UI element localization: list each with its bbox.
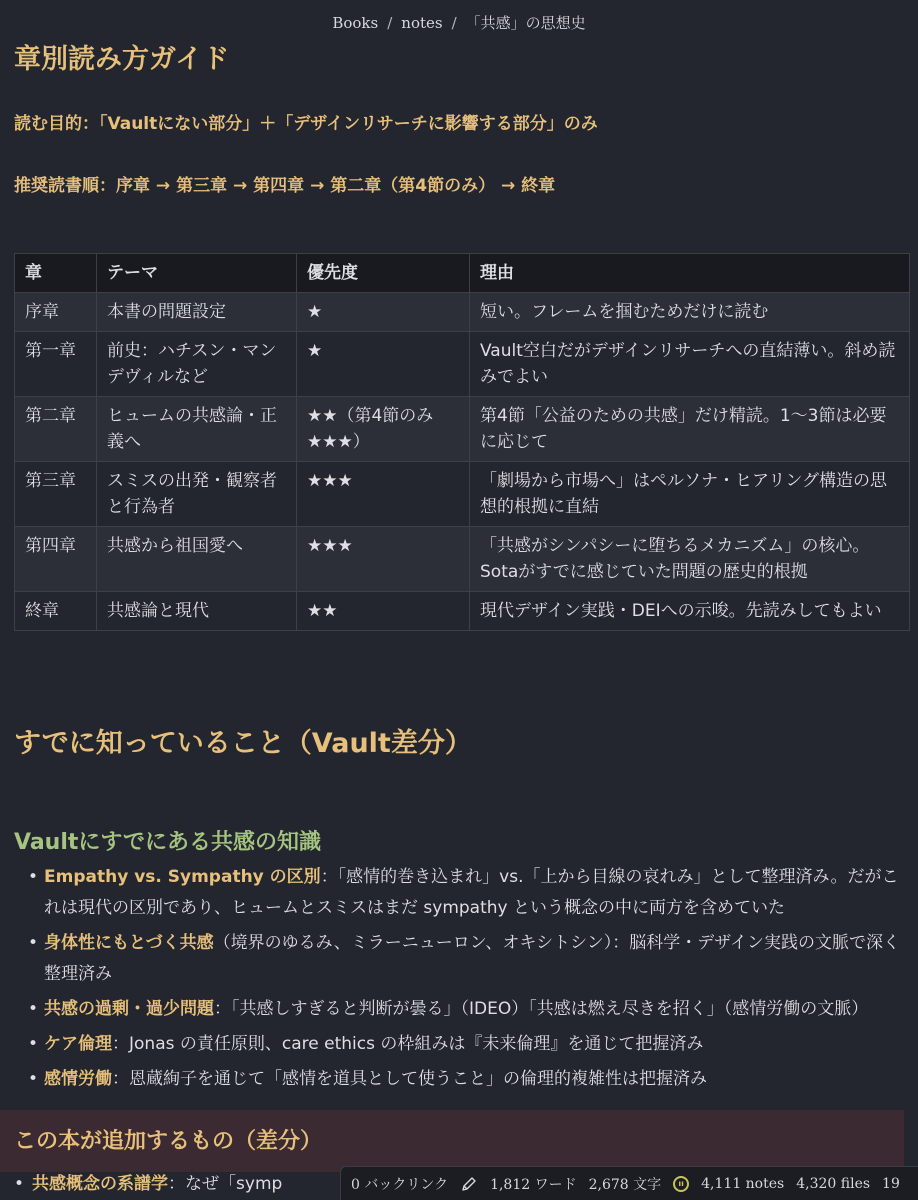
table-header-cell: 優先度 bbox=[297, 254, 470, 293]
table-header-cell: テーマ bbox=[97, 254, 297, 293]
breadcrumb bbox=[0, 12, 918, 33]
edit-pencil-icon[interactable] bbox=[460, 1175, 478, 1193]
table-row bbox=[15, 332, 910, 397]
status-trailing: 19 bbox=[882, 1175, 900, 1192]
word-count: 1,812 ワード bbox=[490, 1176, 577, 1193]
table-cell: 序章 bbox=[15, 293, 97, 332]
table-cell: ★★★ bbox=[297, 527, 470, 592]
section-heading: すでに知っていること（Vault差分） bbox=[14, 728, 472, 759]
table-row bbox=[15, 592, 910, 631]
list-item bbox=[14, 994, 910, 1025]
table-cell: スミスの出発・観察者と行為者 bbox=[97, 462, 297, 527]
table-cell: ヒュームの共感論・正義へ bbox=[97, 397, 297, 462]
diff-heading-text: この本が追加するもの（差分） bbox=[14, 1129, 323, 1154]
list-item-term: 身体性にもとづく共感 bbox=[44, 933, 214, 953]
list-item-text: ：「感情的巻き込まれ」vs.「上から目線の哀れみ」として整理済み。だがこれは現代の区別であり、ヒュームとスミスはまだ sympathy という概念の中に両方を含めていた bbox=[44, 867, 899, 918]
table-cell: 現代デザイン実践・DEIへの示唆。先読みしてもよい bbox=[470, 592, 910, 631]
note-content bbox=[14, 40, 910, 1089]
table-cell: ★★ bbox=[297, 592, 470, 631]
list-item-term: 感情労働 bbox=[44, 1069, 112, 1089]
table-header-cell: 理由 bbox=[470, 254, 910, 293]
table-cell: 第4節「公益のための共感」だけ精読。1〜3節は必要に応じて bbox=[470, 397, 910, 462]
char-count: 2,678 文字 bbox=[588, 1176, 662, 1193]
table-cell: ★★★ bbox=[297, 462, 470, 527]
breadcrumb-separator: / bbox=[387, 14, 393, 32]
table-cell: 共感論と現代 bbox=[97, 592, 297, 631]
list-item-text: ：Jonas の責任原則、care ethics の枠組みは『未来倫理』を通じて把握済み bbox=[112, 1034, 704, 1054]
table-row bbox=[15, 293, 910, 332]
table-cell: 第二章 bbox=[15, 397, 97, 462]
table-cell: ★ bbox=[297, 293, 470, 332]
list-item bbox=[14, 1029, 910, 1060]
list-item bbox=[14, 1064, 910, 1095]
table-cell: 第三章 bbox=[15, 462, 97, 527]
list-item bbox=[14, 862, 910, 924]
known-list bbox=[14, 862, 910, 1099]
table-cell: 本書の問題設定 bbox=[97, 293, 297, 332]
list-item-text: ：「共感しすぎると判断が曇る」（IDEO）「共感は燃え尽きを招く」（感情労働の文脈） bbox=[214, 999, 869, 1019]
table-cell: 短い。フレームを掴むためだけに読む bbox=[470, 293, 910, 332]
breadcrumb-separator: / bbox=[451, 14, 457, 32]
page-title: 章別読み方ガイド bbox=[14, 44, 230, 75]
table-cell: ★ bbox=[297, 332, 470, 397]
table-cell: 前史：ハチスン・マンデヴィルなど bbox=[97, 332, 297, 397]
sync-status-icon[interactable]: ıı bbox=[673, 1176, 689, 1192]
table-cell: 「共感がシンパシーに堕ちるメカニズム」の核心。Sotaがすでに感じていた問題の歴史的根拠 bbox=[470, 527, 910, 592]
notes-count: 4,111 notes bbox=[701, 1175, 785, 1192]
table-row bbox=[15, 527, 910, 592]
reading-purpose: 読む目的：「Vaultにない部分」＋「デザインリサーチに影響する部分」のみ bbox=[14, 114, 598, 134]
list-item bbox=[14, 928, 910, 990]
list-item-term: 共感の過剰・過少問題 bbox=[44, 999, 214, 1019]
table-cell: ★★（第4節のみ★★★） bbox=[297, 397, 470, 462]
list-item-term: ケア倫理 bbox=[44, 1034, 112, 1054]
list-item-text: （境界のゆるみ、ミラーニューロン、オキシトシン）：脳科学・デザイン実践の文脈で深く整理済み bbox=[44, 933, 901, 984]
breadcrumb-item-books[interactable]: Books bbox=[332, 14, 379, 32]
reading-order: 推奨読書順：序章 → 第三章 → 第四章 → 第二章（第4節のみ） → 終章 bbox=[14, 176, 556, 196]
bullet: • bbox=[14, 1174, 25, 1194]
list-item-text: ：なぜ「symp bbox=[168, 1174, 283, 1194]
chapter-table bbox=[14, 253, 910, 631]
subsection-heading: Vaultにすでにある共感の知識 bbox=[14, 830, 322, 855]
backlinks-count[interactable]: 0 バックリンク bbox=[351, 1176, 449, 1193]
table-row bbox=[15, 462, 910, 527]
table-cell: 終章 bbox=[15, 592, 97, 631]
list-item-term: 共感概念の系譜学 bbox=[32, 1174, 169, 1194]
diff-heading bbox=[14, 1126, 322, 1158]
table-header-row bbox=[15, 254, 910, 293]
files-count: 4,320 files bbox=[796, 1175, 871, 1192]
table-cell: 「劇場から市場へ」はペルソナ・ヒアリング構造の思想的根拠に直結 bbox=[470, 462, 910, 527]
list-item-text: ：恩蔵絢子を通じて「感情を道具として使うこと」の倫理的複雑性は把握済み bbox=[112, 1069, 707, 1089]
breadcrumb-item-notes[interactable]: notes bbox=[401, 14, 443, 32]
table-cell: 共感から祖国愛へ bbox=[97, 527, 297, 592]
list-item bbox=[14, 1172, 282, 1196]
breadcrumb-item-current[interactable]: 「共感」の思想史 bbox=[465, 14, 586, 32]
table-cell: 第四章 bbox=[15, 527, 97, 592]
table-cell: Vault空白だがデザインリサーチへの直結薄い。斜め読みでよい bbox=[470, 332, 910, 397]
table-header-cell: 章 bbox=[15, 254, 97, 293]
status-bar bbox=[340, 1166, 918, 1200]
table-row bbox=[15, 397, 910, 462]
list-item-term: Empathy vs. Sympathy の区別 bbox=[44, 867, 321, 887]
table-cell: 第一章 bbox=[15, 332, 97, 397]
